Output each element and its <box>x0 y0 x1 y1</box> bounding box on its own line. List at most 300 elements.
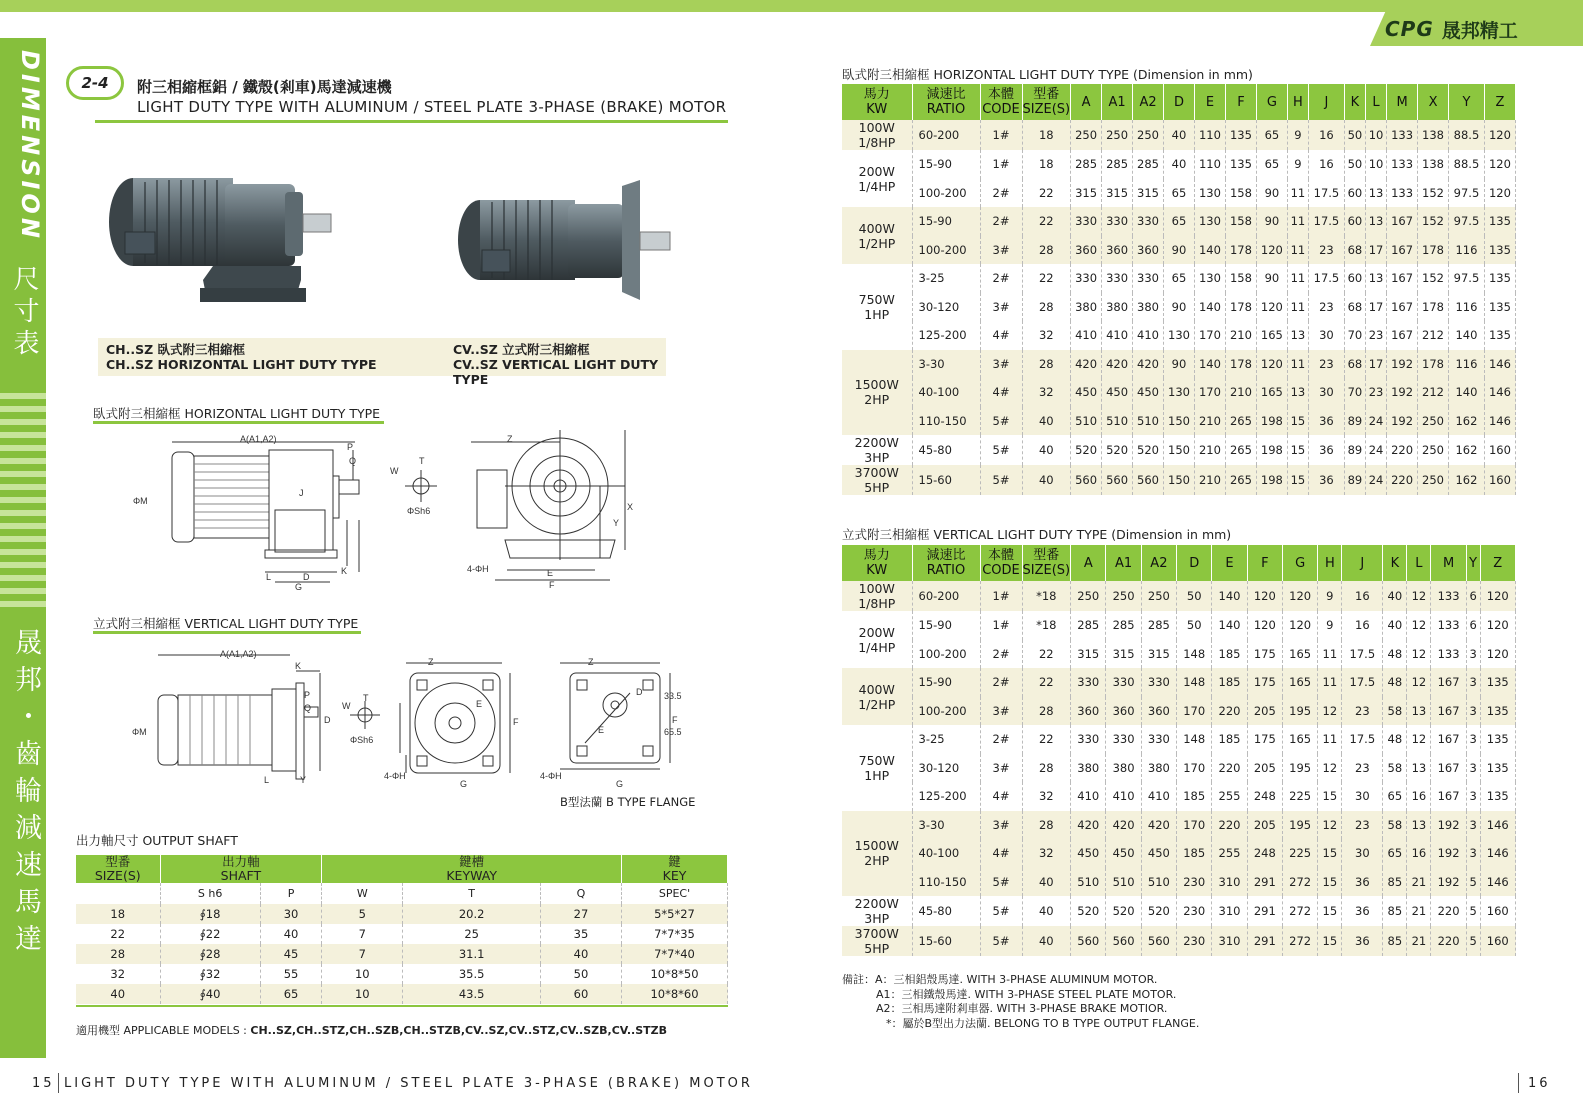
dimension-cell: 110 <box>1194 150 1225 179</box>
table-header: 馬力 KW <box>842 84 912 120</box>
dimension-cell: 90 <box>1256 207 1287 236</box>
dimension-cell: 28 <box>1022 754 1071 783</box>
ratio-cell: 60-200 <box>912 581 980 611</box>
table-row <box>842 782 1516 811</box>
dimension-cell: 5 <box>1466 868 1480 897</box>
ratio-cell: 110-150 <box>912 407 980 436</box>
shaft-table-title: 出力軸尺寸 OUTPUT SHAFT <box>76 833 238 848</box>
dimension-cell: 3 <box>1466 697 1480 726</box>
dimension-cell: 178 <box>1225 236 1256 265</box>
dimension-cell: 135 <box>1225 120 1256 150</box>
dimension-cell: 250 <box>1418 407 1449 436</box>
ratio-cell: 40-100 <box>912 378 980 407</box>
shaft-cell: 30 <box>260 904 322 924</box>
dimension-cell: 360 <box>1102 236 1133 265</box>
dimension-cell: 15 <box>1287 435 1308 465</box>
dimension-cell: 120 <box>1282 581 1317 611</box>
ratio-cell: 15-90 <box>912 207 980 236</box>
dimension-cell: 120 <box>1247 581 1282 611</box>
table-row <box>842 120 1516 150</box>
dimension-cell: 135 <box>1480 725 1515 754</box>
dimension-cell: 110 <box>1194 120 1225 150</box>
vdim-k-label: K <box>295 661 302 671</box>
b-flange-label: B型法蘭 B TYPE FLANGE <box>560 795 696 809</box>
dimension-cell: 158 <box>1225 264 1256 293</box>
dimension-cell: 167 <box>1387 293 1418 322</box>
applicable-models <box>76 1022 667 1038</box>
dimension-cell: 36 <box>1308 435 1344 465</box>
dimension-cell: 12 <box>1318 697 1342 726</box>
ratio-cell: 100-200 <box>912 236 980 265</box>
shaft-cell: 43.5 <box>403 984 541 1004</box>
dimension-cell: 90 <box>1164 293 1195 322</box>
dimension-cell: 135 <box>1480 668 1515 697</box>
table-row <box>842 378 1516 407</box>
dim-d-label: D <box>303 572 310 582</box>
dimension-cell: 133 <box>1431 611 1466 640</box>
shaft-cell: 45 <box>260 944 322 964</box>
dimension-cell: 89 <box>1344 407 1365 436</box>
dimension-cell: 12 <box>1407 725 1431 754</box>
dimension-cell: 510 <box>1071 407 1102 436</box>
ratio-cell: 100-200 <box>912 179 980 208</box>
table-row <box>842 926 1516 956</box>
dimension-cell: 1# <box>980 150 1022 179</box>
dimension-cell: 24 <box>1365 435 1386 465</box>
note-cn: ：屬於B型出力法蘭. <box>891 1016 991 1030</box>
dimension-cell: 410 <box>1071 782 1106 811</box>
dimension-cell: 2# <box>980 207 1022 236</box>
ratio-cell: 125-200 <box>912 321 980 350</box>
dimension-cell: 3 <box>1466 640 1480 669</box>
dimension-cell: 170 <box>1177 811 1212 840</box>
vdim-z2-label: Z <box>588 657 594 667</box>
table-header: Z <box>1484 84 1515 120</box>
dimension-cell: 265 <box>1225 407 1256 436</box>
dimension-cell: 90 <box>1164 350 1195 379</box>
shaft-cell: ∮22 <box>160 924 260 944</box>
dimension-cell: 133 <box>1387 150 1418 179</box>
table-header: D <box>1164 84 1195 120</box>
dim-x-label: X <box>627 502 634 512</box>
dimension-cell: 272 <box>1282 926 1317 956</box>
dimension-cell: 167 <box>1431 725 1466 754</box>
dimension-cell: 192 <box>1387 350 1418 379</box>
dimension-cell: 560 <box>1106 926 1141 956</box>
table-row <box>842 435 1516 465</box>
dimension-cell: 138 <box>1418 120 1449 150</box>
footer-left-page: 15 <box>32 1076 55 1091</box>
dimension-cell: 210 <box>1194 407 1225 436</box>
dimension-cell: 291 <box>1247 868 1282 897</box>
shaft-cell: 7*7*40 <box>622 944 728 964</box>
dimension-cell: 5 <box>1466 896 1480 926</box>
dimension-cell: 520 <box>1106 896 1141 926</box>
dimension-cell: 220 <box>1431 896 1466 926</box>
dimension-cell: 58 <box>1383 697 1407 726</box>
dimension-cell: 11 <box>1287 236 1308 265</box>
dimension-cell: 23 <box>1365 378 1386 407</box>
shaft-subheader: Q <box>541 883 622 904</box>
dimension-cell: 68 <box>1344 350 1365 379</box>
dimension-cell: 330 <box>1071 725 1106 754</box>
dimension-cell: 16 <box>1342 611 1383 640</box>
dimension-cell: 255 <box>1212 839 1247 868</box>
dimension-cell: 135 <box>1484 293 1515 322</box>
dimension-cell: 140 <box>1194 293 1225 322</box>
dimension-cell: 205 <box>1247 811 1282 840</box>
horizontal-drawing-title: 臥式附三相縮框 HORIZONTAL LIGHT DUTY TYPE <box>93 406 381 421</box>
dimension-cell: 450 <box>1071 839 1106 868</box>
dimension-cell: 3 <box>1466 725 1480 754</box>
dimension-cell: 250 <box>1133 120 1164 150</box>
dimension-cell: 135 <box>1484 321 1515 350</box>
dimension-cell: 11 <box>1287 264 1308 293</box>
dimension-cell: 6 <box>1466 611 1480 640</box>
dimension-cell: 265 <box>1225 465 1256 495</box>
dimension-cell: 13 <box>1407 811 1431 840</box>
dimension-cell: 10 <box>1365 120 1386 150</box>
dimension-cell: 195 <box>1282 697 1317 726</box>
dimension-cell: 5# <box>980 868 1022 897</box>
ratio-cell: 15-90 <box>912 611 980 640</box>
table-row <box>842 839 1516 868</box>
dimension-cell: 291 <box>1247 896 1282 926</box>
dimension-cell: 560 <box>1071 926 1106 956</box>
table-header: G <box>1256 84 1287 120</box>
shaft-row <box>76 944 728 964</box>
dimension-cell: 380 <box>1102 293 1133 322</box>
dimension-cell: 68 <box>1344 236 1365 265</box>
dimension-cell: 148 <box>1177 668 1212 697</box>
dimension-cell: 146 <box>1484 407 1515 436</box>
dimension-cell: 16 <box>1308 150 1344 179</box>
dimension-cell: 65 <box>1164 179 1195 208</box>
dimension-cell: 13 <box>1287 321 1308 350</box>
table-row <box>842 407 1516 436</box>
dimension-cell: 3 <box>1466 839 1480 868</box>
dimension-cell: 3# <box>980 754 1022 783</box>
dimension-cell: 165 <box>1282 668 1317 697</box>
ratio-cell: 60-200 <box>912 120 980 150</box>
dimension-cell: 330 <box>1102 264 1133 293</box>
dimension-cell: 2# <box>980 668 1022 697</box>
sidebar-dimension-cn: 尺寸表 <box>9 265 39 361</box>
dimension-cell: 17 <box>1365 293 1386 322</box>
dimension-cell: 420 <box>1071 350 1102 379</box>
dimension-cell: 10 <box>1365 150 1386 179</box>
dimension-cell: 185 <box>1212 668 1247 697</box>
vertical-drawing-title: 立式附三相縮框 VERTICAL LIGHT DUTY TYPE <box>93 616 359 631</box>
dimension-cell: 165 <box>1256 378 1287 407</box>
table-header: A2 <box>1141 545 1176 581</box>
dimension-cell: 360 <box>1071 697 1106 726</box>
table-header: 型番 SIZE(S) <box>1022 84 1071 120</box>
dim-y-label: Y <box>613 518 620 528</box>
dimension-cell: 160 <box>1480 896 1515 926</box>
vdim-t-label: T <box>363 693 369 703</box>
table-row <box>842 179 1516 208</box>
dimension-cell: 23 <box>1342 697 1383 726</box>
dimension-cell: 1# <box>980 611 1022 640</box>
dimension-cell: 13 <box>1287 378 1308 407</box>
dimension-cell: 65 <box>1164 207 1195 236</box>
table-header: 本體 CODE <box>980 84 1022 120</box>
vdim-phim-label: ΦM <box>132 727 147 737</box>
table-header: 本體 CODE <box>980 545 1022 581</box>
dimension-cell: 120 <box>1247 611 1282 640</box>
dimension-cell: 12 <box>1407 668 1431 697</box>
note-cn: ：三相鐵殼馬達. <box>890 987 972 1001</box>
dimension-cell: 520 <box>1141 896 1176 926</box>
applicable-en: APPLICABLE MODELS : <box>123 1024 251 1037</box>
dimension-cell: 32 <box>1022 378 1071 407</box>
dimension-cell: 1# <box>980 120 1022 150</box>
table-header: H <box>1318 545 1342 581</box>
dimension-cell: 2# <box>980 640 1022 669</box>
table-header: M <box>1431 545 1466 581</box>
dimension-cell: 560 <box>1133 465 1164 495</box>
dimension-cell: 133 <box>1387 179 1418 208</box>
dimension-cell: 28 <box>1022 811 1071 840</box>
dimension-cell: 3 <box>1466 668 1480 697</box>
dimension-cell: 310 <box>1212 868 1247 897</box>
dimension-cell: 65 <box>1256 150 1287 179</box>
dimension-cell: 167 <box>1431 754 1466 783</box>
table-row <box>842 725 1516 754</box>
shaft-cell: 40 <box>76 984 160 1004</box>
dimension-cell: 36 <box>1342 926 1383 956</box>
table-row <box>842 668 1516 697</box>
dimension-cell: 21 <box>1407 926 1431 956</box>
table-header: A2 <box>1133 84 1164 120</box>
dimension-cell: 250 <box>1418 465 1449 495</box>
ratio-cell: 3-25 <box>912 725 980 754</box>
shaft-row <box>76 964 728 984</box>
dimension-cell: 198 <box>1256 465 1287 495</box>
dimension-cell: 165 <box>1282 725 1317 754</box>
hp-cell: 2200W 3HP <box>842 896 912 926</box>
dimension-cell: 40 <box>1022 896 1071 926</box>
dimension-cell: 210 <box>1225 321 1256 350</box>
dimension-cell: 2# <box>980 264 1022 293</box>
shaft-cell: 35.5 <box>403 964 541 984</box>
dimension-cell: 165 <box>1256 321 1287 350</box>
dimension-cell: 133 <box>1431 581 1466 611</box>
dimension-cell: 23 <box>1365 321 1386 350</box>
dimension-cell: 30 <box>1308 378 1344 407</box>
dimension-cell: 178 <box>1418 350 1449 379</box>
hp-cell: 400W 1/2HP <box>842 668 912 725</box>
dimension-cell: 185 <box>1177 839 1212 868</box>
dimension-cell: 250 <box>1102 120 1133 150</box>
dimension-cell: 410 <box>1071 321 1102 350</box>
hp-cell: 750W 1HP <box>842 725 912 811</box>
hp-cell: 400W 1/2HP <box>842 207 912 264</box>
table-header: D <box>1177 545 1212 581</box>
dimension-cell: 65 <box>1256 120 1287 150</box>
dimension-cell: 9 <box>1287 150 1308 179</box>
dimension-cell: 255 <box>1212 782 1247 811</box>
dimension-cell: 212 <box>1418 378 1449 407</box>
table-row <box>842 697 1516 726</box>
shaft-cell: 7 <box>322 944 403 964</box>
dimension-cell: 330 <box>1071 668 1106 697</box>
table-row <box>842 350 1516 379</box>
shaft-cell: 5 <box>322 904 403 924</box>
dimension-cell: 17.5 <box>1342 668 1383 697</box>
table-header: E <box>1194 84 1225 120</box>
dimension-cell: 15 <box>1318 926 1342 956</box>
shaft-cell: 22 <box>76 924 160 944</box>
dimension-cell: 13 <box>1407 697 1431 726</box>
dimension-cell: 28 <box>1022 293 1071 322</box>
dimension-cell: 15 <box>1318 782 1342 811</box>
dimension-cell: 90 <box>1164 236 1195 265</box>
dimension-cell: 170 <box>1177 754 1212 783</box>
shaft-cell: 10 <box>322 964 403 984</box>
dimension-cell: 167 <box>1387 321 1418 350</box>
table-row <box>842 611 1516 640</box>
dimension-cell: 167 <box>1387 236 1418 265</box>
dimension-cell: *18 <box>1022 581 1071 611</box>
horizontal-dimension-drawing <box>125 430 645 595</box>
vertical-table-title: 立式附三相縮框 VERTICAL LIGHT DUTY TYPE (Dimension in mm) <box>842 527 1232 542</box>
dimension-cell: 250 <box>1106 581 1141 611</box>
dimension-cell: 560 <box>1141 926 1176 956</box>
dimension-cell: 450 <box>1141 839 1176 868</box>
ratio-cell: 40-100 <box>912 839 980 868</box>
table-header: A <box>1071 545 1106 581</box>
dimension-cell: 135 <box>1225 150 1256 179</box>
shaft-subheader-row <box>76 883 728 904</box>
dimension-cell: 9 <box>1287 120 1308 150</box>
caption-cv-en: CV..SZ VERTICAL LIGHT DUTY TYPE <box>453 357 659 387</box>
dimension-cell: 167 <box>1387 207 1418 236</box>
table-header: K <box>1344 84 1365 120</box>
dimension-cell: 18 <box>1022 150 1071 179</box>
dimension-cell: 36 <box>1308 407 1344 436</box>
dimension-cell: 30 <box>1342 839 1383 868</box>
table-row <box>842 236 1516 265</box>
dimension-cell: 250 <box>1071 581 1106 611</box>
shaft-subheader: SPEC' <box>622 883 728 904</box>
shaft-subheader: W <box>322 883 403 904</box>
dimension-cell: 32 <box>1022 321 1071 350</box>
dimension-cell: 40 <box>1022 407 1071 436</box>
dimension-cell: 220 <box>1212 754 1247 783</box>
table-header: F <box>1225 84 1256 120</box>
dimension-cell: 18 <box>1022 120 1071 150</box>
shaft-subheader: P <box>260 883 322 904</box>
dimension-cell: 265 <box>1225 435 1256 465</box>
dimension-cell: 60 <box>1344 179 1365 208</box>
dimension-cell: 230 <box>1177 868 1212 897</box>
dimension-cell: 3 <box>1466 782 1480 811</box>
dimension-cell: 380 <box>1071 754 1106 783</box>
dimension-cell: 23 <box>1342 811 1383 840</box>
dimension-cell: 380 <box>1133 293 1164 322</box>
horizontal-table <box>842 84 1516 495</box>
vdim-4h-label: 4-ΦH <box>384 771 406 781</box>
dimension-cell: 146 <box>1480 811 1515 840</box>
note-cn: ：三相馬達附剎車器. <box>890 1002 994 1015</box>
dimension-cell: 17 <box>1365 350 1386 379</box>
dimension-cell: 3# <box>980 697 1022 726</box>
dimension-cell: 178 <box>1418 236 1449 265</box>
ratio-cell: 3-30 <box>912 811 980 840</box>
dimension-cell: 410 <box>1133 321 1164 350</box>
dimension-cell: 17.5 <box>1308 264 1344 293</box>
ratio-cell: 15-60 <box>912 465 980 495</box>
horizontal-motor-photo <box>105 160 350 315</box>
dim-4h-label: 4-ΦH <box>467 564 489 574</box>
dimension-cell: 4# <box>980 839 1022 868</box>
dimension-cell: 5# <box>980 896 1022 926</box>
dimension-cell: 13 <box>1407 754 1431 783</box>
dimension-cell: 192 <box>1387 407 1418 436</box>
dimension-cell: 160 <box>1484 435 1515 465</box>
dimension-cell: 40 <box>1022 435 1071 465</box>
shaft-cell: 55 <box>260 964 322 984</box>
shaft-cell: ∮18 <box>160 904 260 924</box>
dimension-cell: 58 <box>1383 754 1407 783</box>
dimension-cell: 138 <box>1418 150 1449 179</box>
dimension-cell: 120 <box>1256 293 1287 322</box>
shaft-cell: 5*5*27 <box>622 904 728 924</box>
dimension-cell: 120 <box>1480 640 1515 669</box>
dimension-cell: 160 <box>1480 926 1515 956</box>
dimension-cell: 152 <box>1418 264 1449 293</box>
brand <box>1385 14 1518 44</box>
hp-cell: 3700W 5HP <box>842 926 912 956</box>
dimension-cell: 220 <box>1212 811 1247 840</box>
dimension-cell: 210 <box>1225 378 1256 407</box>
vdim-a-label: A(A1,A2) <box>220 649 257 659</box>
dimension-cell: 22 <box>1022 725 1071 754</box>
dimension-cell: 120 <box>1256 236 1287 265</box>
dimension-cell: 17.5 <box>1342 725 1383 754</box>
dimension-cell: 175 <box>1247 725 1282 754</box>
motor-caption-box <box>98 338 666 387</box>
dimension-cell: 520 <box>1071 435 1102 465</box>
dimension-cell: 158 <box>1225 179 1256 208</box>
dimension-cell: 60 <box>1344 207 1365 236</box>
dimension-cell: 167 <box>1431 697 1466 726</box>
dimension-cell: 420 <box>1071 811 1106 840</box>
dimension-cell: 285 <box>1071 611 1106 640</box>
vdim-335-label: 33.5 <box>664 691 682 701</box>
note-cn: ：三相鋁殼馬達. <box>882 973 964 986</box>
table-header: H <box>1287 84 1308 120</box>
note-en: WITH 3-PHASE STEEL PLATE MOTOR. <box>971 987 1177 1001</box>
footer-left-divider <box>58 1073 59 1093</box>
ratio-cell: 3-25 <box>912 264 980 293</box>
dimension-cell: 178 <box>1225 293 1256 322</box>
dimension-cell: 150 <box>1164 407 1195 436</box>
dimension-cell: 65 <box>1164 264 1195 293</box>
ratio-cell: 30-120 <box>912 754 980 783</box>
dimension-cell: 450 <box>1133 378 1164 407</box>
dimension-cell: 165 <box>1282 640 1317 669</box>
dimension-cell: 11 <box>1287 350 1308 379</box>
dimension-cell: 220 <box>1387 465 1418 495</box>
dimension-cell: 330 <box>1106 668 1141 697</box>
vdim-g-label: G <box>460 779 468 789</box>
dimension-cell: 1# <box>980 581 1022 611</box>
vertical-drawing-underline <box>93 631 361 634</box>
dimension-cell: 11 <box>1318 640 1342 669</box>
